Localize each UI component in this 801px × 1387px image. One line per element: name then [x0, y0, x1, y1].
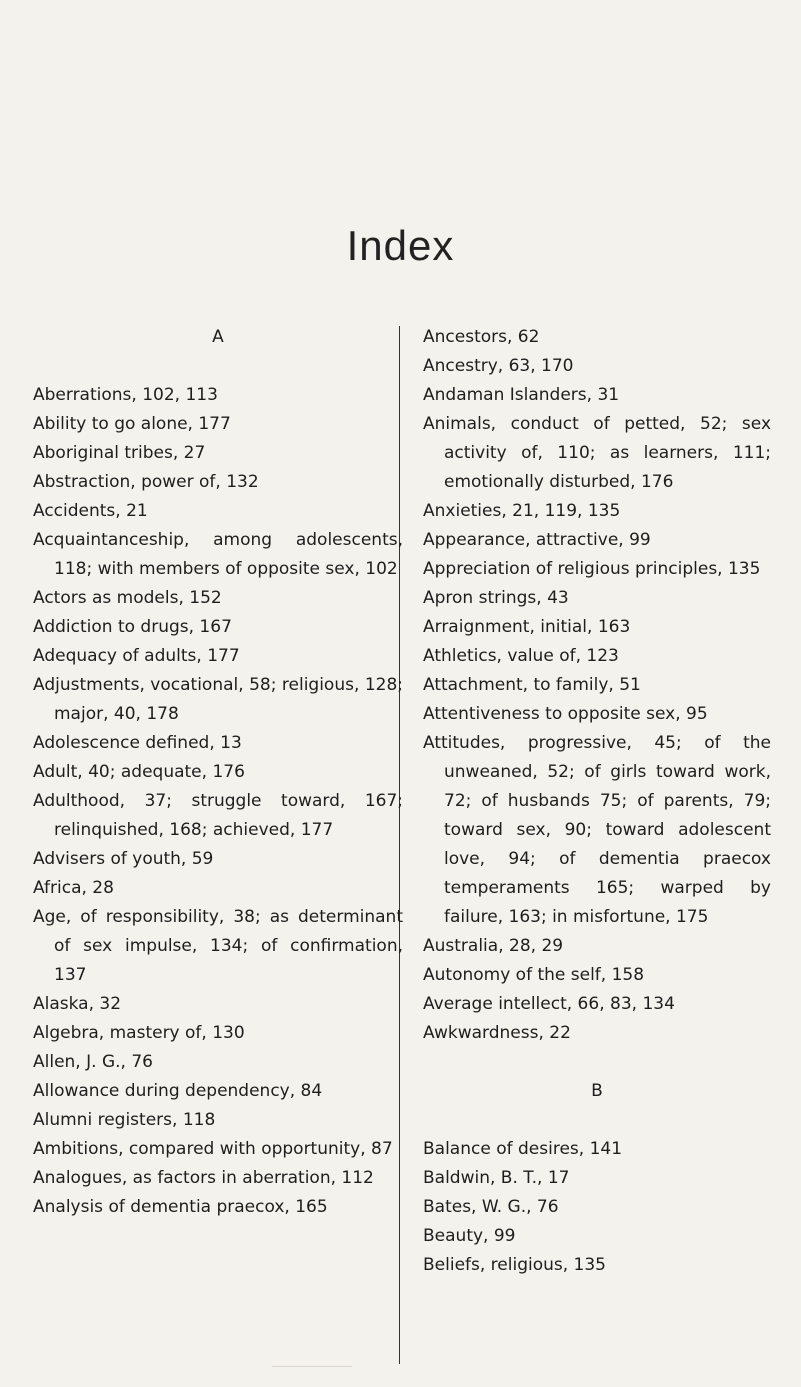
index-entry: Animals, conduct of petted, 52; sex activity of, 110; as learners, 111; emotionally disturbed, 176: [423, 414, 771, 492]
right-entry-list-a: [423, 323, 771, 1048]
index-entry: Adequacy of adults, 177: [33, 646, 240, 666]
section-gap: [423, 1048, 771, 1077]
index-entry: Aboriginal tribes, 27: [33, 443, 206, 463]
index-entry: Beliefs, religious, 135: [423, 1255, 606, 1275]
index-entry: Attachment, to family, 51: [423, 675, 641, 695]
index-entry: Analogues, as factors in aberration, 112: [33, 1168, 374, 1188]
footer-rule: [272, 1366, 352, 1367]
index-entry: Anxieties, 21, 119, 135: [423, 501, 621, 521]
index-entry: Ancestry, 63, 170: [423, 356, 574, 376]
left-entry-list: [33, 381, 403, 1222]
index-entry: Algebra, mastery of, 130: [33, 1023, 245, 1043]
index-entry: Abstraction, power of, 132: [33, 472, 259, 492]
index-entry: Addiction to drugs, 167: [33, 617, 232, 637]
section-heading-b: B: [591, 1081, 603, 1101]
index-entry: Accidents, 21: [33, 501, 148, 521]
right-column: [423, 323, 771, 1280]
index-entry: Attentiveness to opposite sex, 95: [423, 704, 708, 724]
page-title: Index: [346, 222, 455, 269]
index-entry: Ability to go alone, 177: [33, 414, 231, 434]
left-column: [33, 323, 403, 1222]
index-entry: Balance of desires, 141: [423, 1139, 623, 1159]
index-entry: Apron strings, 43: [423, 588, 569, 608]
index-entry: Adulthood, 37; struggle toward, 167; relinquished, 168; achieved, 177: [33, 791, 403, 840]
index-entry: Analysis of dementia praecox, 165: [33, 1197, 328, 1217]
index-entry: Adolescence defined, 13: [33, 733, 242, 753]
index-entry: Aberrations, 102, 113: [33, 385, 218, 405]
index-entry: Awkwardness, 22: [423, 1023, 571, 1043]
index-entry: Bates, W. G., 76: [423, 1197, 559, 1217]
index-entry: Autonomy of the self, 158: [423, 965, 645, 985]
index-entry: Andaman Islanders, 31: [423, 385, 620, 405]
index-entry: Adult, 40; adequate, 176: [33, 762, 245, 782]
index-entry: Beauty, 99: [423, 1226, 516, 1246]
index-entry: Acquaintanceship, among adolescents, 118; with members of opposite sex, 102: [33, 530, 403, 579]
right-entry-list-b: [423, 1135, 771, 1280]
index-entry: Age, of responsibility, 38; as determinant of sex impulse, 134; of confirmation, 137: [33, 907, 403, 985]
index-entry: Appreciation of religious principles, 135: [423, 559, 761, 579]
index-entry: Actors as models, 152: [33, 588, 222, 608]
index-entry: Appearance, attractive, 99: [423, 530, 651, 550]
index-entry: Ancestors, 62: [423, 327, 540, 347]
index-entry: Average intellect, 66, 83, 134: [423, 994, 675, 1014]
index-entry: Ambitions, compared with opportunity, 87: [33, 1139, 393, 1159]
section-heading-a: A: [212, 327, 224, 347]
index-entry: Advisers of youth, 59: [33, 849, 214, 869]
index-entry: Alumni registers, 118: [33, 1110, 216, 1130]
index-entry: Baldwin, B. T., 17: [423, 1168, 570, 1188]
index-entry: Africa, 28: [33, 878, 114, 898]
index-entry: Athletics, value of, 123: [423, 646, 619, 666]
index-entry: Allen, J. G., 76: [33, 1052, 153, 1072]
index-entry: Allowance during dependency, 84: [33, 1081, 323, 1101]
index-entry: Australia, 28, 29: [423, 936, 564, 956]
index-entry: Alaska, 32: [33, 994, 122, 1014]
index-entry: Attitudes, progressive, 45; of the unweaned, 52; of girls toward work, 72; of husbands 75; of parents, 79; toward sex, 90; toward adolescent love, 94; of dementia praecox temperaments 165; warped by failure, 163; in misfortune, 175: [423, 733, 771, 927]
index-entry: Arraignment, initial, 163: [423, 617, 631, 637]
index-entry: Adjustments, vocational, 58; religious, 128; major, 40, 178: [33, 675, 403, 724]
